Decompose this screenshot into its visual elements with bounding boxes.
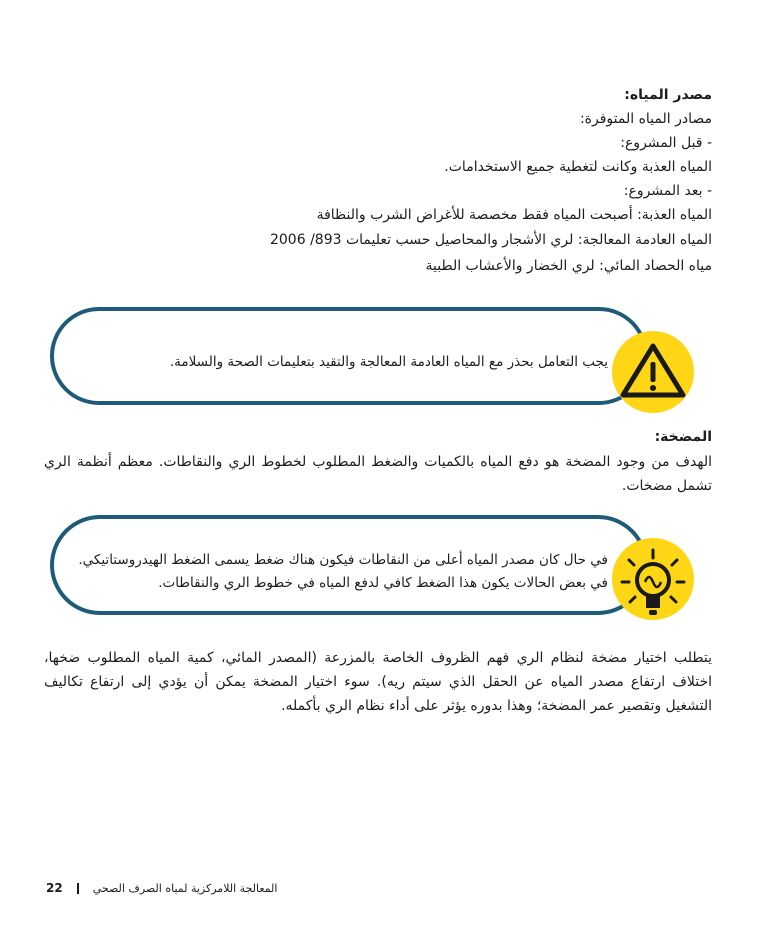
pump-paragraph: الهدف من وجود المضخة هو دفع المياه بالكميات والضغط المطلوب لخطوط الري والنقاطات. معظم أنظمة الري تشمل مضخات. bbox=[44, 454, 712, 494]
water-source-heading: مصدر المياه: bbox=[624, 87, 712, 103]
water-source-line: - بعد المشروع: bbox=[623, 183, 712, 199]
footer-title: المعالجة اللامركزية لمياه الصرف الصحي bbox=[92, 881, 278, 895]
warning-callout-text: يجب التعامل بحذر مع المياه العادمة المعالجة والتقيد بتعليمات الصحة والسلامة. bbox=[169, 354, 608, 370]
water-source-line: المياه العادمة المعالجة: لري الأشجار والمحاصيل حسب تعليمات 893/ 2006 bbox=[269, 232, 712, 248]
footer-divider bbox=[77, 883, 79, 894]
warning-triangle-icon bbox=[612, 331, 694, 413]
pump-selection-paragraph: يتطلب اختيار مضخة لنظام الري فهم الظروف الخاصة بالمزرعة (المصدر المائي، كمية المياه المطلوب ضخها، اختلاف ارتفاع مصدر المياه عن الحقل الذي سيتم ريه). سوء اختيار المضخة يمكن أن يؤدي إلى ارتفاع تكاليف التشغيل وتقصير عمر المضخة؛ وهذا بدوره يؤثر على أداء نظام الري بأكمله. bbox=[44, 650, 712, 714]
lightbulb-icon bbox=[612, 538, 694, 638]
pump-heading: المضخة: bbox=[654, 429, 712, 445]
tip-callout-line: في بعض الحالات يكون هذا الضغط كافي لدفع المياه في خطوط الري والنقاطات. bbox=[158, 575, 608, 591]
tip-callout-line: في حال كان مصدر المياه أعلى من النقاطات فيكون هناك ضغط يسمى الضغط الهيدروستاتيكي. bbox=[78, 552, 608, 568]
warning-icon-circle bbox=[612, 331, 694, 413]
water-source-line: مصادر المياه المتوفرة: bbox=[579, 111, 712, 127]
water-source-line: المياه العذبة وكانت لتغطية جميع الاستخدامات. bbox=[444, 159, 712, 175]
water-source-line: المياه العذبة: أصبحت المياه فقط مخصصة للأغراض الشرب والنظافة bbox=[316, 207, 712, 223]
water-source-line: مياه الحصاد المائي: لري الخضار والأعشاب الطبية bbox=[425, 258, 712, 274]
tip-icon-circle bbox=[612, 538, 694, 620]
page-footer bbox=[46, 881, 277, 895]
water-source-line: - قبل المشروع: bbox=[620, 135, 712, 151]
page-number: 22 bbox=[46, 881, 63, 895]
